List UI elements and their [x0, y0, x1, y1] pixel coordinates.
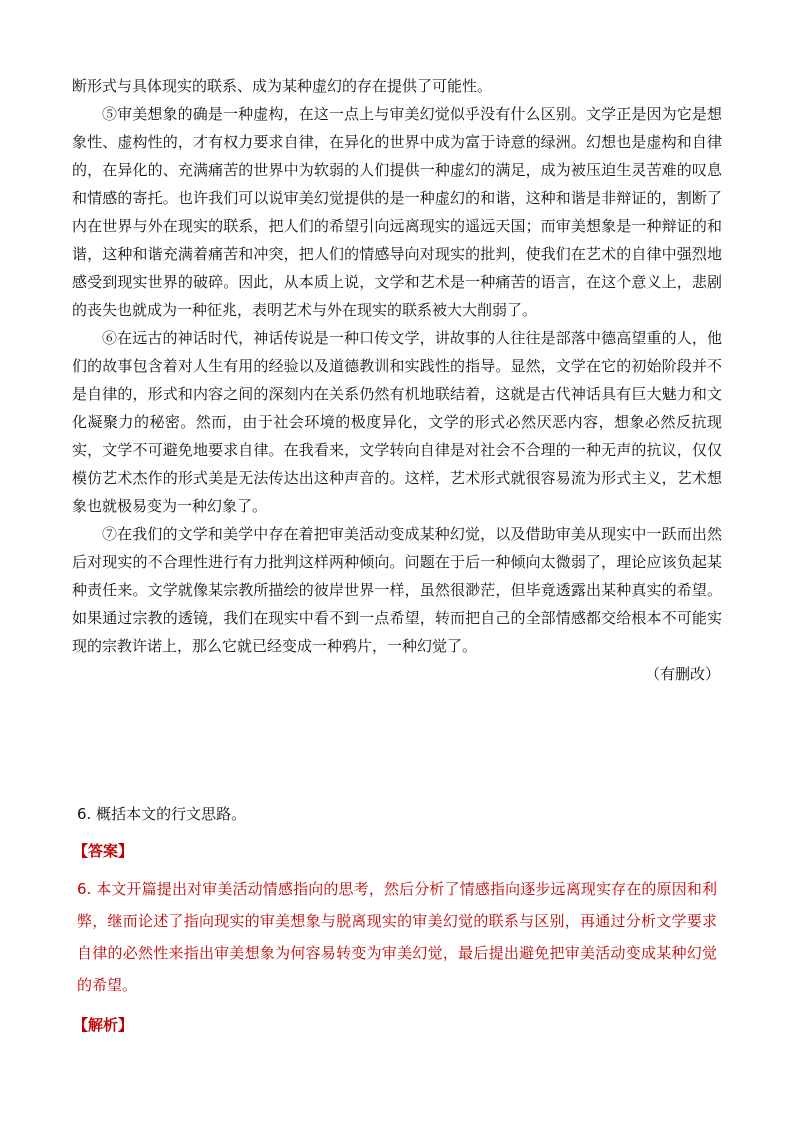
- answer-label: 【答案】: [73, 842, 134, 860]
- answer-text: 6. 本文开篇提出对审美活动情感指向的思考，然后分析了情感指向逐步远离现实存在的原因和利弊，继而论述了指向现实的审美想象与脱离现实的审美幻觉的联系与区别，再通过分析文学要求自律的必然性来指出审美想象为何容易转变为审美幻觉，最后提出避免把审美活动变成某种幻觉的希望。: [77, 880, 717, 994]
- reading-passage: [72, 72, 722, 688]
- paragraph-5: ⑤审美想象的确是一种虚构，在这一点上与审美幻觉似乎没有什么区别。文学正是因为它是想象性、虚构性的，才有权力要求自律，在异化的世界中成为富于诗意的绿洲。幻想也是虚构和自律的，在异化的、充满痛苦的世界中为软弱的人们提供一种虚幻的满足，成为被压迫生灵苦难的叹息和情感的寄托。也许我们可以说审美幻觉提供的是一种虚幻的和谐，这种和谐是非辩证的，割断了内在世界与外在现实的联系，把人们的希望引向远离现实的遥远天国；而审美想象是一种辩证的和谐，这种和谐充满着痛苦和冲突，把人们的情感导向对现实的批判，使我们在艺术的自律中强烈地感受到现实世界的破碎。因此，从本质上说，文学和艺术是一种痛苦的语言，在这个意义上，悲剧的丧失也就成为一种征兆，表明艺术与外在现实的联系被大大削弱了。: [72, 105, 722, 319]
- question-6: 6. 概括本文的行文思路。: [77, 805, 247, 823]
- paragraph-6: ⑥在远古的神话时代，神话传说是一种口传文学，讲故事的人往往是部落中德高望重的人，他们的故事包含着对人生有用的经验以及道德教训和实践性的指导。显然，文学在它的初始阶段并不是自律的，形式和内容之间的深刻内在关系仍然有机地联结着，这就是古代神话具有巨大魅力和文化凝聚力的秘密。然而，由于社会环境的极度异化，文学的形式必然厌恶内容，想象必然反抗现实，文学不可避免地要求自律。在我看来，文学转向自律是对社会不合理的一种无声的抗议，仅仅模仿艺术杰作的形式美是无法传达出这种声音的。这样，艺术形式就很容易流为形式主义，艺术想象也就极易变为一种幻象了。: [72, 329, 722, 515]
- analysis-label: 【解析】: [73, 1016, 134, 1034]
- source-note: （有删改）: [644, 665, 720, 683]
- passage-continuation: 断形式与具体现实的联系、成为某种虚幻的存在提供了可能性。: [72, 77, 493, 95]
- paragraph-7: ⑦在我们的文学和美学中存在着把审美活动变成某种幻觉，以及借助审美从现实中一跃而出然后对现实的不合理性进行有力批判这样两种倾向。问题在于后一种倾向太微弱了，理论应该负起某种责任来。文学就像某宗教所描绘的彼岸世界一样，虽然很渺茫，但毕竟透露出某种真实的希望。如果通过宗教的透镜，我们在现实中看不到一点希望，转而把自己的全部情感都交给根本不可能实现的宗教许诺上，那么它就已经变成一种鸦片，一种幻觉了。: [72, 525, 722, 655]
